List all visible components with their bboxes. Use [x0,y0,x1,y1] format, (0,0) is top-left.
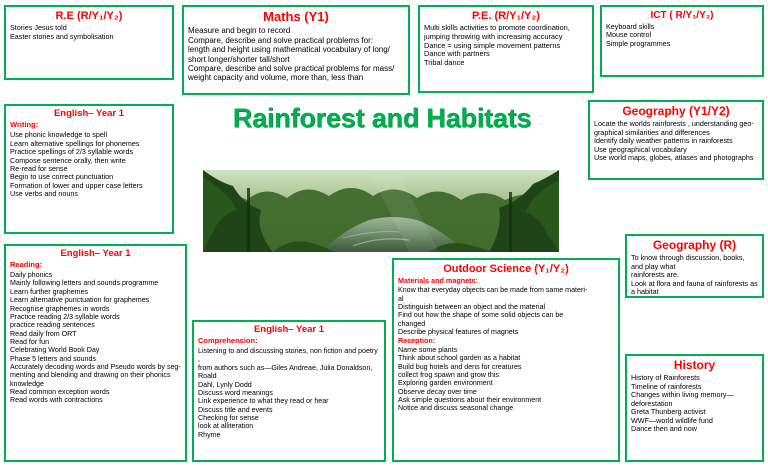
list-item: Multi skills activities to promote coordination, [424,23,570,33]
list-item: collect frog spawn and grow this [398,370,499,379]
list-item: Build bug hotels and dens for creatures [398,362,522,371]
card-pe [418,5,594,93]
list-item: Formation of lower and upper case letters [10,180,143,190]
card-outdoor-reception-lines [398,346,614,413]
card-re-title: R.E (R/Y₁/Y₂) [55,10,123,22]
list-item: Discuss word meanings [198,388,273,397]
list-item: Keyboard skills [606,22,655,31]
list-item: Mouse control [606,30,652,40]
list-item: look at alliteration [198,422,254,431]
list-item: Phase 5 letters and sounds [10,354,96,363]
list-item: Find out how the shape of some solid objects can be [398,311,564,320]
card-maths [182,5,410,95]
list-item: History of Rainforests [631,373,700,383]
card-ict-title: ICT ( R/Y₁/Y₂) [650,10,714,21]
list-item: Tribal dance [424,58,465,68]
list-item: Measure and begin to record [188,26,291,36]
card-outdoor-materials-subheading: Materials and magnets: [398,276,478,286]
list-item: Recognise graphemes in words [10,304,110,313]
list-item: Read words with contractions [10,396,103,405]
card-geography-y1y2-title: Geography (Y1/Y2) [622,104,730,118]
card-geography-y1y2-lines [594,120,758,162]
list-item: knowledge [10,379,44,388]
card-geography-r [625,234,764,298]
list-item: Stories Jesus told [10,23,67,33]
list-item: Read common exception words [10,388,110,397]
list-item: To know through discussion, books, and play what [631,253,745,271]
list-item: WWF—world wildlife fund [631,415,713,425]
list-item: Observe decay over time [398,387,477,396]
list-item: rainforests are. [631,270,679,280]
list-item: Learn alternative spellings for phonemes [10,138,140,148]
list-item: Ask simple questions about their environment [398,395,542,404]
list-item: Use phonic knowledge to spell [10,130,108,140]
card-geography-y1y2 [588,100,764,180]
card-english-reading-subheading: Reading: [10,260,43,270]
list-item: Name some plants [398,345,458,354]
list-item: from authors such as—Giles Andreae, Julia Donaldson, Roald [198,363,373,381]
list-item: Changes within living memory— deforestation [631,390,734,408]
card-ict [600,5,764,77]
list-item: Learn further graphemes [10,287,89,296]
list-item: Identify daily weather patterns in rainforests [594,136,733,146]
list-item: short longer/shorter tall/short [188,54,290,64]
card-history [625,354,764,462]
list-item: Compare, describe and solve practical problems for mass/ [188,64,395,74]
card-english-comprehension-subheading: Comprehension: [198,336,258,346]
list-item: Simple programmes [606,38,671,48]
card-pe-title: P.E. (R/Y₁/Y₂) [472,10,540,22]
list-item: changed [398,319,426,328]
card-outdoor-materials-lines [398,286,614,336]
list-item: Discuss title and events [198,405,273,414]
list-item: Describe physical features of magnets [398,328,519,337]
card-maths-lines [188,26,404,83]
list-item: Read daily from ORT [10,329,77,338]
card-english-reading-lines [10,271,181,405]
card-outdoor-science-title: Outdoor Science (Y₁/Y₂) [443,263,569,275]
list-item: Dance with partners [424,49,490,59]
list-item: Distinguish between an object and the material [398,303,546,312]
card-maths-title: Maths (Y1) [263,9,329,24]
card-geography-r-title: Geography (R) [652,238,737,252]
list-item: Exploring garden environment [398,379,493,388]
list-item: Use geographical vocabulary [594,144,687,154]
card-english-year1-writing [4,104,174,234]
card-english-comprehension-title: English– Year 1 [253,324,325,335]
list-item: Use verbs and nouns [10,189,78,199]
card-geography-r-lines [631,254,758,296]
list-item: Link experience to what they read or hear [198,397,329,406]
list-item: menting and blending and drawing on their phonics [10,371,171,380]
list-item: Checking for sense [198,413,259,422]
list-item: Dance = using simple movement patterns [424,40,561,50]
list-item: Greta Thunberg activist [631,407,706,417]
list-item: Learn alternative punctuation for graphemes [10,296,150,305]
page-title: Rainforest and Habitats [232,103,532,133]
list-item: practice reading sentences [10,321,95,330]
list-item: graphical similarities and differences [594,127,710,137]
list-item: Practice reading 2/3 syllable words [10,312,120,321]
card-history-lines [631,374,758,433]
list-item: Locate the worlds rainforests , understanding geo- [594,119,754,129]
list-item: al [398,294,404,303]
list-item: Use world maps, globes, atlases and photographs [594,153,754,163]
list-item: Mainly following letters and sounds programme [10,279,159,288]
list-item: Listening to and discussing stories, non fiction and poetry , [198,347,378,364]
card-english-year1-reading [4,244,187,462]
list-item: Compare, describe and solve practical problems for: [188,35,373,45]
list-item: Accurately decoding words and Pseudo words by seg- [10,363,181,372]
rainforest-river-photo [203,170,559,252]
list-item: Think about school garden as a habitat [398,354,521,363]
card-re-lines [10,24,168,41]
card-english-writing-lines [10,131,168,199]
list-item: Rhyme [198,430,221,439]
card-history-title: History [673,358,716,372]
card-english-year1-comprehension [192,320,386,462]
list-item: weight capacity and volume, more than, less than [188,73,364,83]
list-item: length and height using mathematical vocabulary of long/ [188,45,390,55]
list-item: Begin to use correct punctuation [10,172,114,182]
card-english-reading-title: English– Year 1 [60,248,131,259]
card-english-comprehension-lines [198,347,380,439]
hero-block [192,104,572,252]
list-item: Daily phonics [10,271,53,280]
card-outdoor-science [392,258,620,462]
list-item: Easter stories and symbolisation [10,31,114,41]
list-item: Practice spellings of 2/3 syllable words [10,147,134,157]
card-english-writing-title: English– Year 1 [53,108,125,119]
list-item: Re-read for sense [10,164,68,173]
card-ict-lines [606,23,758,48]
list-item: Dance then and now [631,424,697,434]
list-item: Compose sentence orally, then write [10,155,126,165]
list-item: jumping throwing with increasing accuracy [424,31,563,41]
card-re [4,5,174,80]
list-item: Notice and discuss seasonal change [398,404,514,413]
card-english-writing-subheading: Writing: [10,120,39,130]
list-item: Dahl, Lynly Dodd [198,380,252,389]
card-pe-lines [424,24,588,68]
list-item: Timeline of rainforests [631,381,702,391]
list-item: Read for fun [10,337,50,346]
list-item: Look at flora and fauna of rainforests as a habitat [631,278,758,297]
list-item: Know that everyday objects can be made from same materi- [398,286,588,295]
card-outdoor-reception-subheading: Reception: [398,335,436,345]
list-item: Celebrating World Book Day [10,346,100,355]
